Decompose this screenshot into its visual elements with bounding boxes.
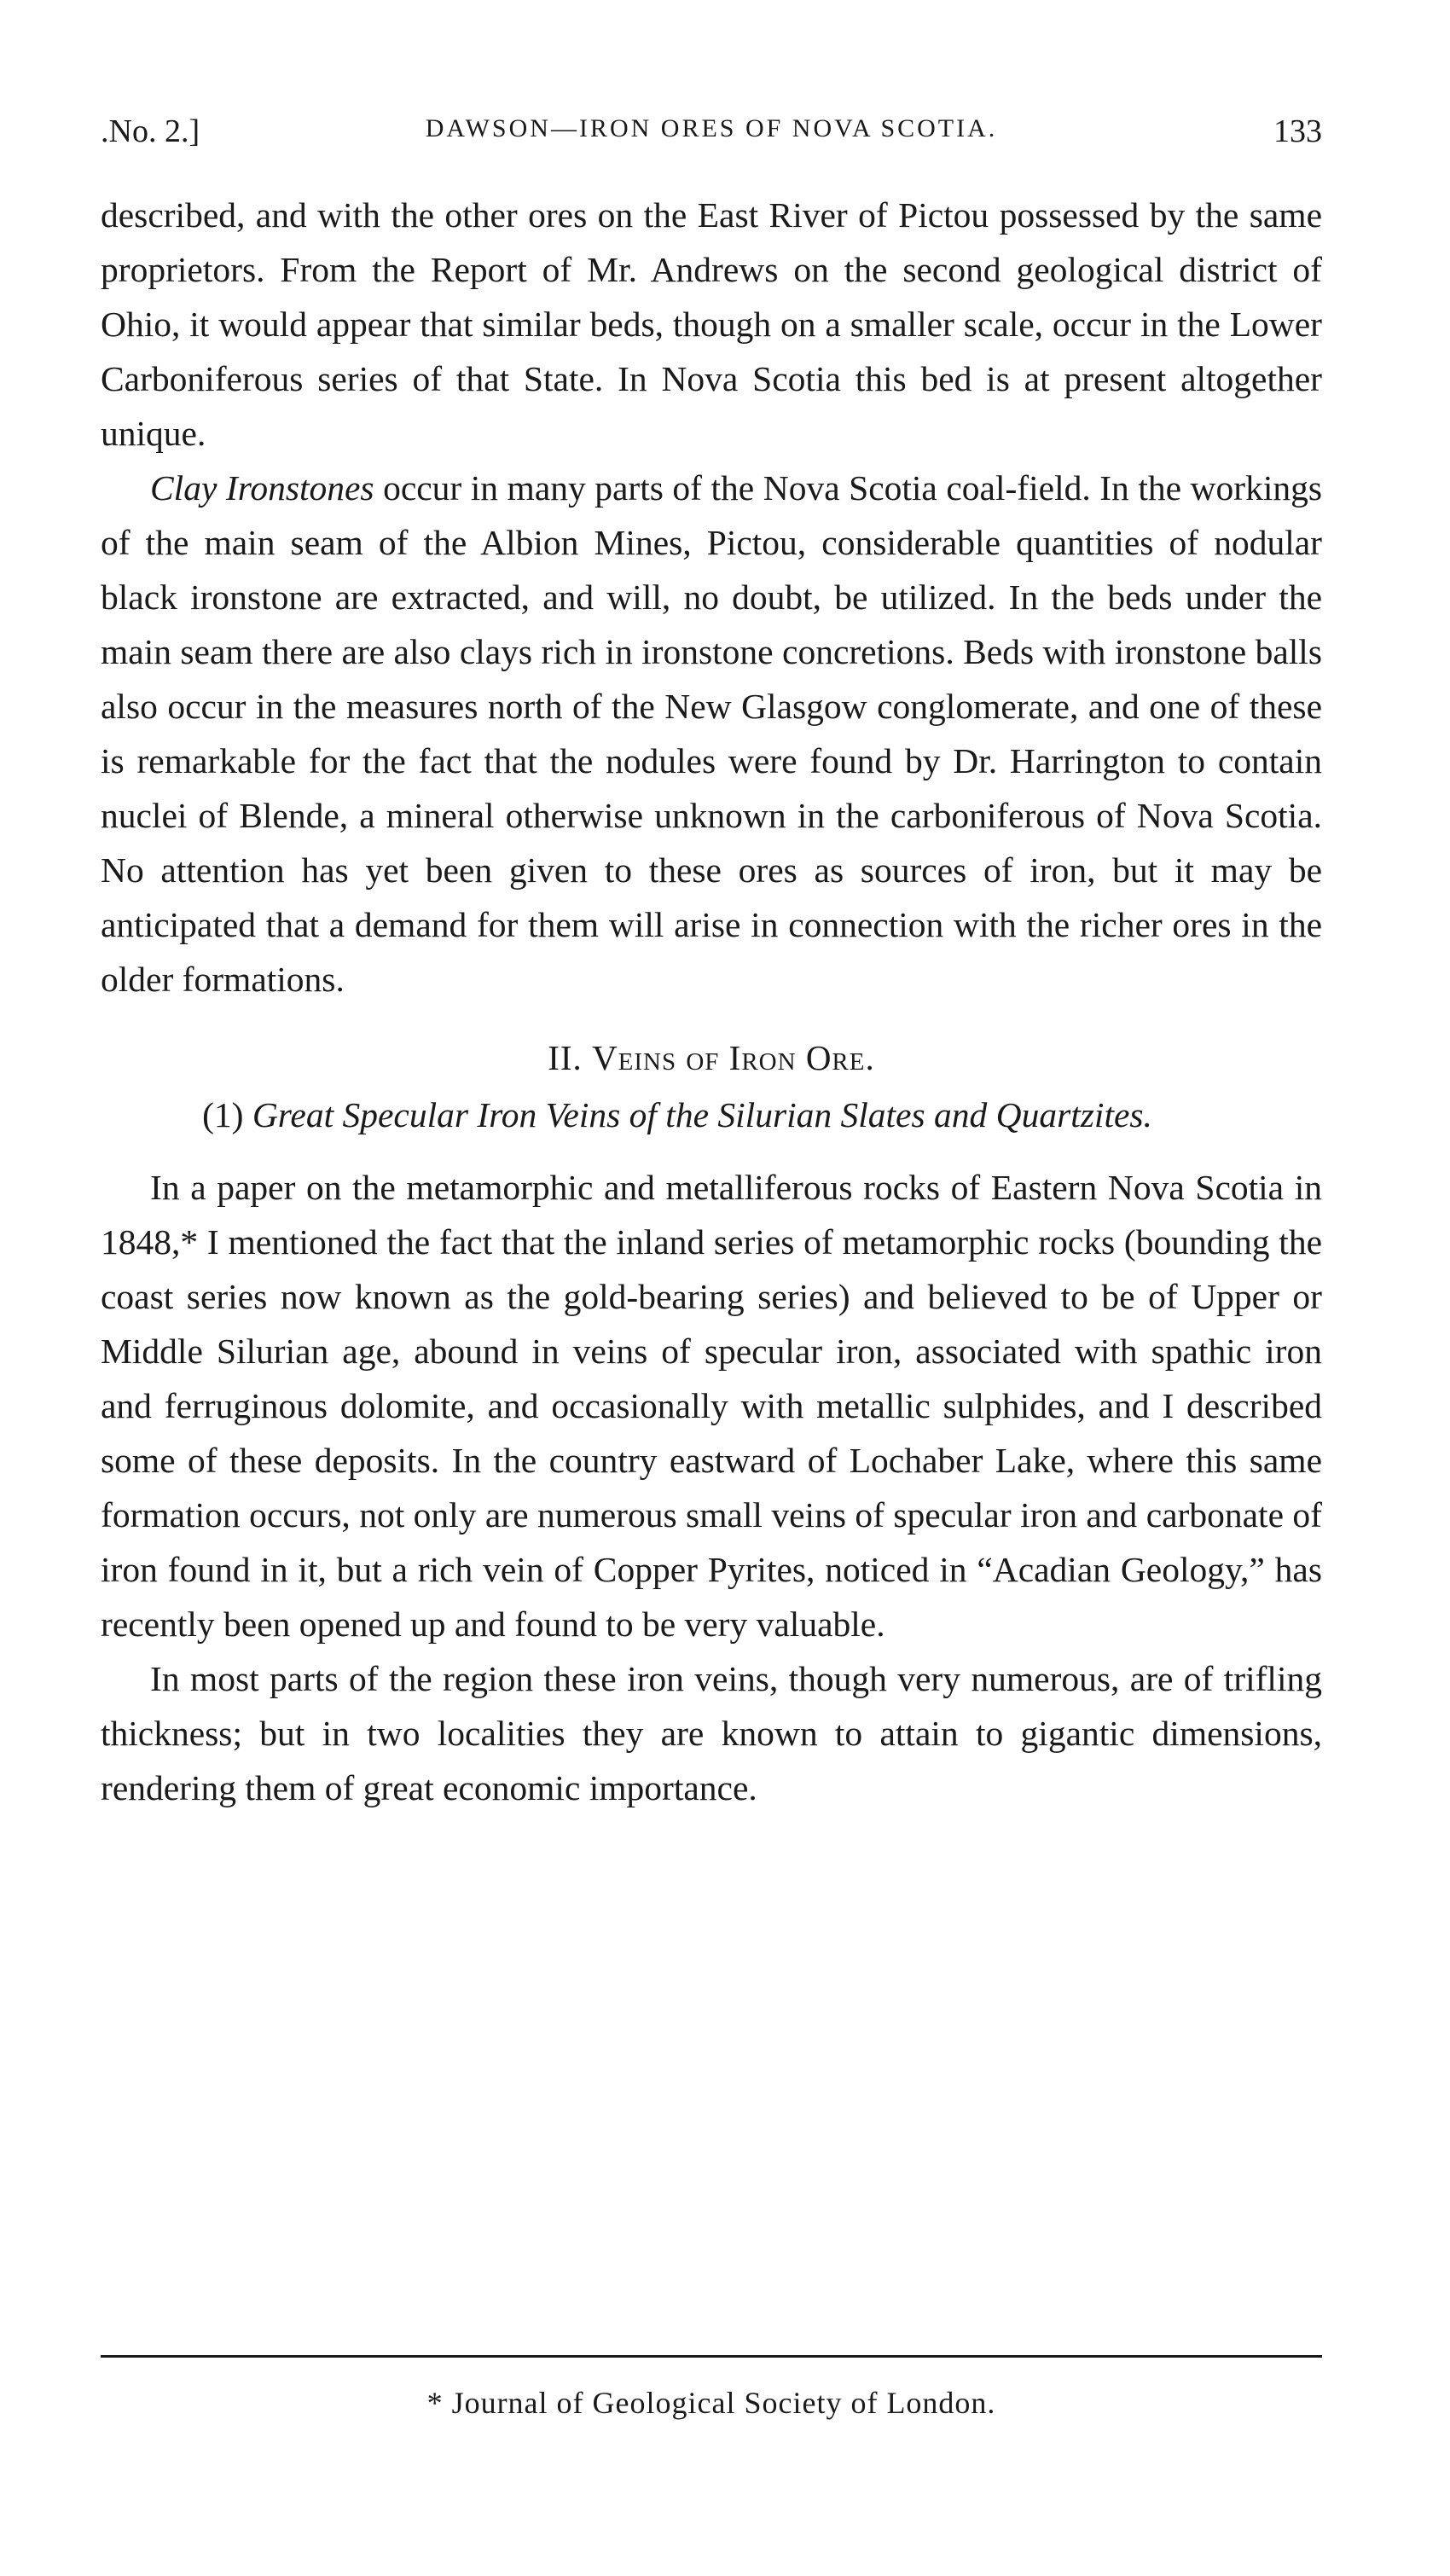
subsection-title: Great Specular Iron Veins of the Silurian Slates and Quartzites.: [252, 1095, 1152, 1134]
subsection-heading: [101, 1088, 1254, 1141]
paragraph-continued: described, and with the other ores on the East River of Pictou possessed by the same proprietors. From the Report of Mr. Andrews on the second geological district of Ohio, it would appear that similar beds, though on a smaller scale, occur in the Lower Carboniferous series of that State. In Nova Scotia this bed is at present altogether unique.: [101, 195, 1322, 453]
issue-number: .No. 2.]: [101, 113, 200, 149]
section-title: Veins of Iron Ore.: [592, 1038, 875, 1077]
running-title: DAWSON—IRON ORES OF NOVA SCOTIA.: [425, 114, 998, 142]
clay-ironstones-text: occur in many parts of the Nova Scotia coal-field. In the workings of the main seam of the Albion Mines, Pictou, considerable quantities of nodular black ironstone are extracted, and will, no doubt, be utilized. In the beds under the main seam there are also clays rich in ironstone concretions. Beds with ironstone balls also occur in the measures north of the New Glasgow conglomerate, and one of these is remarkable for the fact that the nodules were found by Dr. Harrington to contain nuclei of Blende, a mineral otherwise unknown in the carboniferous of Nova Scotia. No attention has yet been given to these ores as sources of iron, but it may be anticipated that a demand for them will arise in connection with the richer ores in the older formations.: [101, 468, 1322, 999]
page-number: 133: [1273, 113, 1322, 149]
footnote-rule: [101, 2355, 1322, 2358]
paragraph-clay-ironstones: [101, 461, 1322, 1007]
body-text: [101, 188, 1322, 1815]
footnote: * Journal of Geological Society of London.: [426, 2386, 996, 2420]
clay-ironstones-lead: Clay Ironstones: [150, 468, 374, 508]
paragraph-iron-veins: In most parts of the region these iron veins, though very numerous, are of trifling thickness; but in two localities they are known to attain to gigantic dimensions, rendering them of great economic importance.: [101, 1659, 1322, 1807]
section-heading: [101, 1030, 1322, 1085]
section-number: II.: [548, 1038, 583, 1077]
running-header: [101, 113, 1322, 164]
page: [101, 0, 1322, 2576]
subsection-number: (1): [202, 1095, 244, 1134]
paragraph-specular-veins: In a paper on the metamorphic and metalliferous rocks of Eastern Nova Scotia in 1848,* I mentioned the fact that the inland series of metamorphic rocks (bounding the coast series now known as the gold-bearing series) and believed to be of Upper or Middle Silurian age, abound in veins of specular iron, associated with spathic iron and ferruginous dolomite, and occasionally with metallic sulphides, and I described some of these deposits. In the country eastward of Lochaber Lake, where this same formation occurs, not only are numerous small veins of specular iron and carbonate of iron found in it, but a rich vein of Copper Pyrites, noticed in “Acadian Geology,” has recently been opened up and found to be very valuable.: [101, 1168, 1322, 1644]
